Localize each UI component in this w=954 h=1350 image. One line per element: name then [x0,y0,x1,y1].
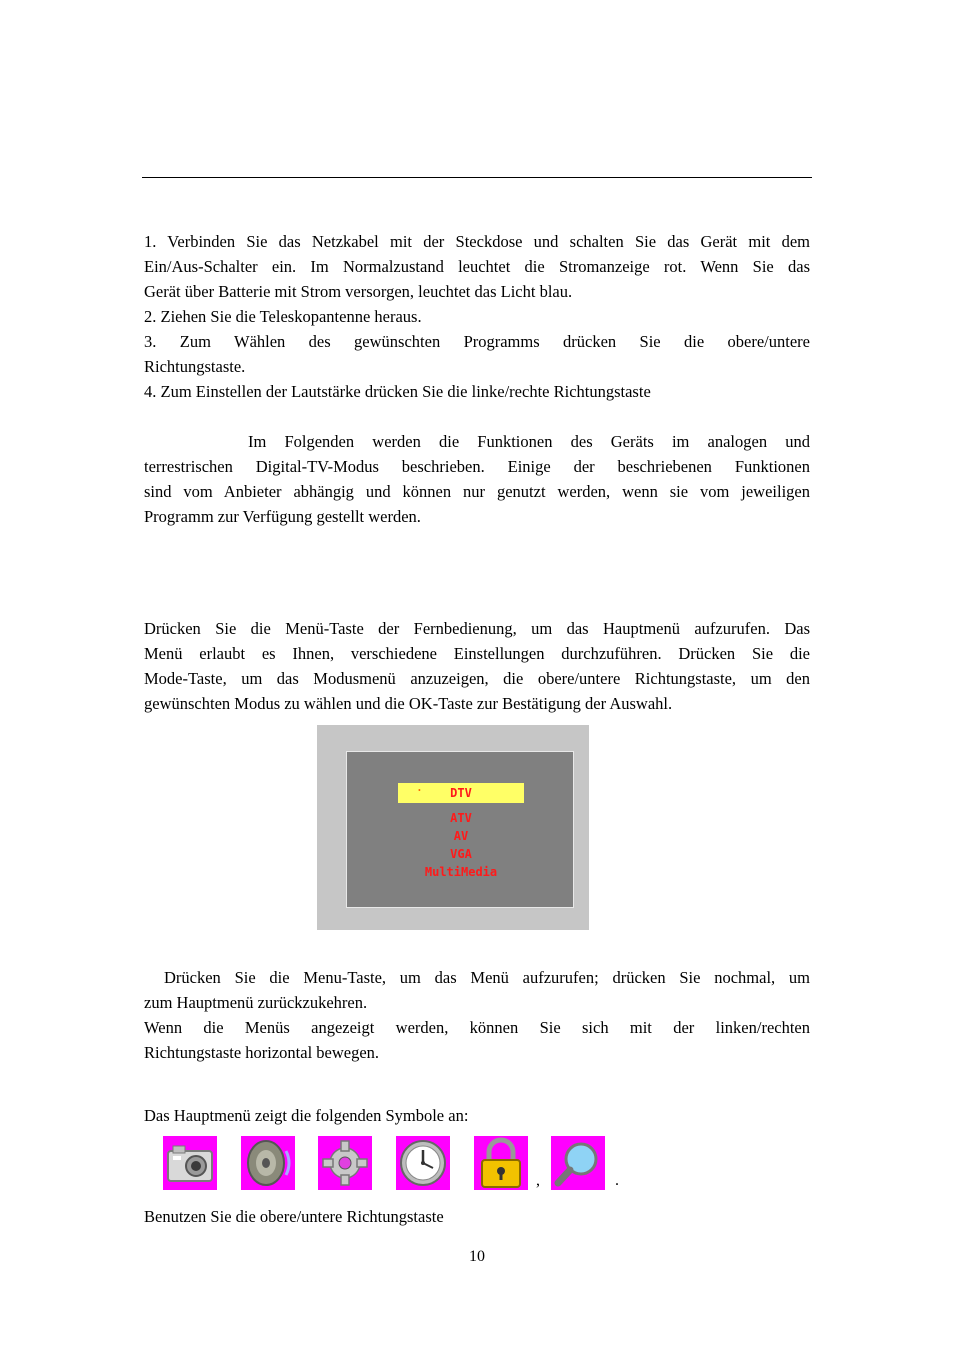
menu-usage-line2: zum Hauptmenü zurückzukehren. [144,993,368,1012]
gear-icon [318,1136,372,1190]
note-line2: terrestrischen Digital-TV-Modus beschrieben. Einige der beschriebenen Funktionen [144,457,810,476]
magnifier-icon [551,1136,605,1190]
header-rule [142,177,812,178]
menu-intro-line4: gewünschten Modus zu wählen und die OK-Taste zur Bestätigung der Auswahl. [144,694,673,713]
note-paragraph [144,429,810,529]
step4: 4. Zum Einstellen der Lautstärke drücken Sie die linke/rechte Richtungstaste [144,382,651,401]
mode-item-dtv[interactable]: DTV [450,786,472,800]
mode-menu-screenshot [317,725,589,930]
symbols-intro [144,1103,810,1128]
menu-intro-line1: Drücken Sie die Menü-Taste der Fernbedienung, um das Hauptmenü aufzurufen. Das [144,619,810,638]
step2: 2. Ziehen Sie die Teleskopantenne heraus. [144,307,422,326]
lock-icon [474,1136,528,1190]
mode-menu-panel [346,751,574,908]
menu-intro-line3: Mode-Taste, um das Modusmenü anzuzeigen, die obere/untere Richtungstaste, um den [144,669,810,688]
mode-item-multimedia[interactable]: MultiMedia [424,865,498,879]
step1-line3: Gerät über Batterie mit Strom versorgen, leuchtet das Licht blau. [144,282,573,301]
step1-line2: Ein/Aus-Schalter ein. Im Normalzustand leuchtet die Stromanzeige rot. Wenn Sie das [144,257,810,276]
step1-line1: 1. Verbinden Sie das Netzkabel mit der Steckdose und schalten Sie das Gerät mit dem [144,232,810,251]
note-line1: Im Folgenden werden die Funktionen des Geräts im analogen und [248,432,810,451]
step3-line2: Richtungstaste. [144,357,246,376]
clock-icon [396,1136,450,1190]
menu-intro-line2: Menü erlaubt es Ihnen, verschiedene Einstellungen durchzuführen. Drücken Sie die [144,644,810,663]
mode-item-atv[interactable]: ATV [450,811,472,825]
menu-usage-paragraph [144,965,810,1065]
final-line-text: Benutzen Sie die obere/untere Richtungstaste [144,1207,444,1226]
menu-usage-line4: Richtungstaste horizontal bewegen. [144,1043,380,1062]
steps-list [144,229,810,404]
symbol-period: . [615,1172,619,1189]
final-line [144,1204,810,1229]
step3-line1: 3. Zum Wählen des gewünschten Programms drücken Sie die obere/untere [144,332,810,351]
menu-intro-paragraph [144,616,810,716]
symbol-comma: , [536,1172,540,1189]
speaker-icon [241,1136,295,1190]
symbols-intro-text: Das Hauptmenü zeigt die folgenden Symbole an: [144,1106,469,1125]
menu-usage-line1: Drücken Sie die Menu-Taste, um das Menü aufzurufen; drücken Sie nochmal, um [164,968,810,987]
menu-usage-line3: Wenn die Menüs angezeigt werden, können Sie sich mit der linken/rechten [144,1018,810,1037]
note-line3: sind vom Anbieter abhängig und können nur genutzt werden, wenn sie vom jeweiligen [144,482,810,501]
selection-marker-icon: • [418,786,421,795]
camera-icon [163,1136,217,1190]
note-line4: Programm zur Verfügung gestellt werden. [144,507,421,526]
mode-item-vga[interactable]: VGA [450,847,472,861]
mode-item-av[interactable]: AV [453,829,469,843]
page-number: 10 [469,1248,485,1265]
